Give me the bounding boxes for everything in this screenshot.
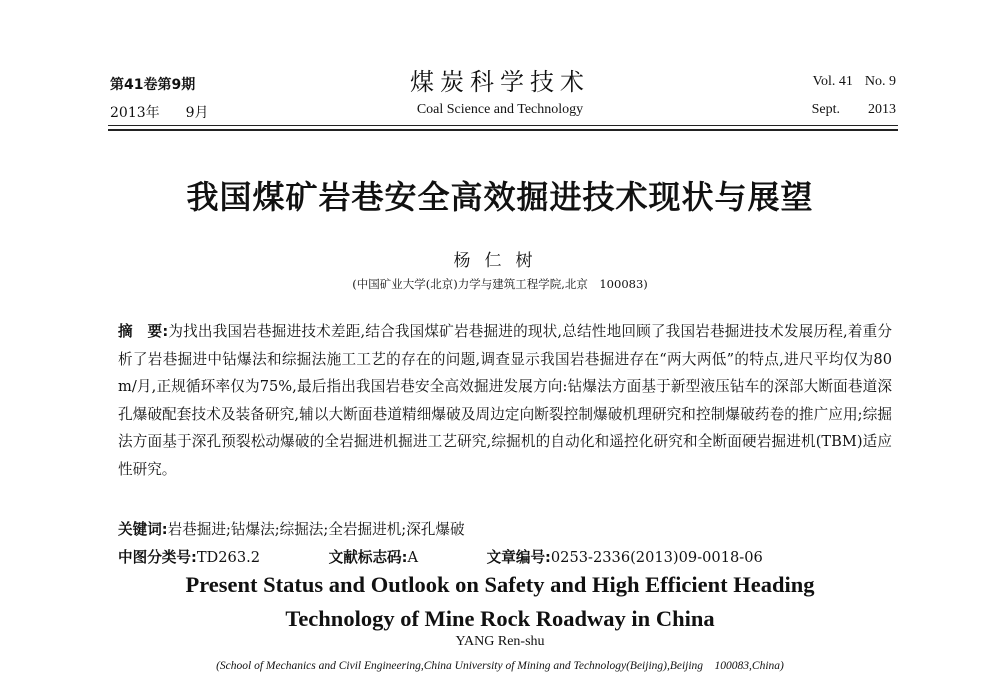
journal-year-en: 2013 [868, 102, 896, 117]
author-cn: 杨仁树 [453, 251, 547, 271]
affiliation-cn: (中国矿业大学(北京)力学与建筑工程学院,北京 100083) [352, 277, 648, 291]
clc-number [118, 546, 260, 567]
article-number [487, 546, 763, 567]
abstract [118, 318, 892, 483]
article-title-en [0, 568, 1000, 636]
doc-code-label: 文献标志码: [328, 549, 408, 566]
header-rule-thin [108, 125, 898, 126]
article-title-cn: 我国煤矿岩巷安全高效掘进技术现状与展望 [186, 178, 814, 216]
author-en: YANG Ren-shu [455, 634, 545, 649]
abstract-text: 为找出我国岩巷掘进技术差距,结合我国煤矿岩巷掘进的现状,总结性地回顾了我国岩巷掘进技术发展历程,着重分析了岩巷掘进中钻爆法和综掘法施工工艺的存在的问题,调查显示我国岩巷掘进存在“两大两低”的特点,进尺平均仅为80 m/月,正规循环率仅为75%,最后指出我国岩巷安全高效掘进发展方向:钻爆法方面基于新型液压钻车的深部大断面巷道深孔爆破配套技术及装备研究,辅以大断面巷道精细爆破及周边定向断裂控制爆破机理研究和控制爆破药卷的推广应用;综掘法方面基于深孔预裂松动爆破的全岩掘进机掘进工艺研究,综掘机的自动化和遥控化研究和全断面硬岩掘进机(TBM)适应性研究。 [118, 323, 892, 478]
document-code [329, 546, 418, 567]
title-en-line-1: Present Status and Outlook on Safety and High Efficient Heading [185, 572, 815, 597]
keywords [118, 518, 465, 539]
affiliation-en: (School of Mechanics and Civil Engineering,China University of Mining and Technology(Beijing),Beijing 100083,China) [216, 660, 784, 672]
article-no-value: 0253-2336(2013)09-0018-06 [550, 549, 763, 566]
journal-no: No. 9 [864, 74, 896, 89]
journal-date-en [812, 102, 896, 118]
article-no-label: 文章编号: [486, 549, 551, 566]
clc-value: TD263.2 [196, 549, 261, 566]
journal-name-en: Coal Science and Technology [416, 102, 584, 117]
classification-line [118, 546, 898, 567]
clc-label: 中图分类号: [118, 549, 197, 566]
journal-volume-en [813, 74, 896, 90]
journal-month-cn: 9月 [185, 105, 209, 121]
abstract-label: 摘 要: [118, 323, 169, 340]
keywords-label: 关键词: [118, 521, 168, 538]
title-en-line-2: Technology of Mine Rock Roadway in China [285, 606, 715, 631]
journal-year-cn: 2013年 [110, 105, 160, 121]
journal-volume-issue: 第41卷第9期 [110, 77, 196, 93]
doc-code-value: A [407, 549, 419, 566]
keywords-text: 岩巷掘进;钻爆法;综掘法;全岩掘进机;深孔爆破 [167, 521, 465, 538]
journal-vol: Vol. 41 [812, 74, 853, 89]
header-rule-thick [108, 129, 898, 131]
journal-name-cn: 煤炭科学技术 [410, 68, 590, 96]
journal-month-en: Sept. [811, 102, 840, 117]
